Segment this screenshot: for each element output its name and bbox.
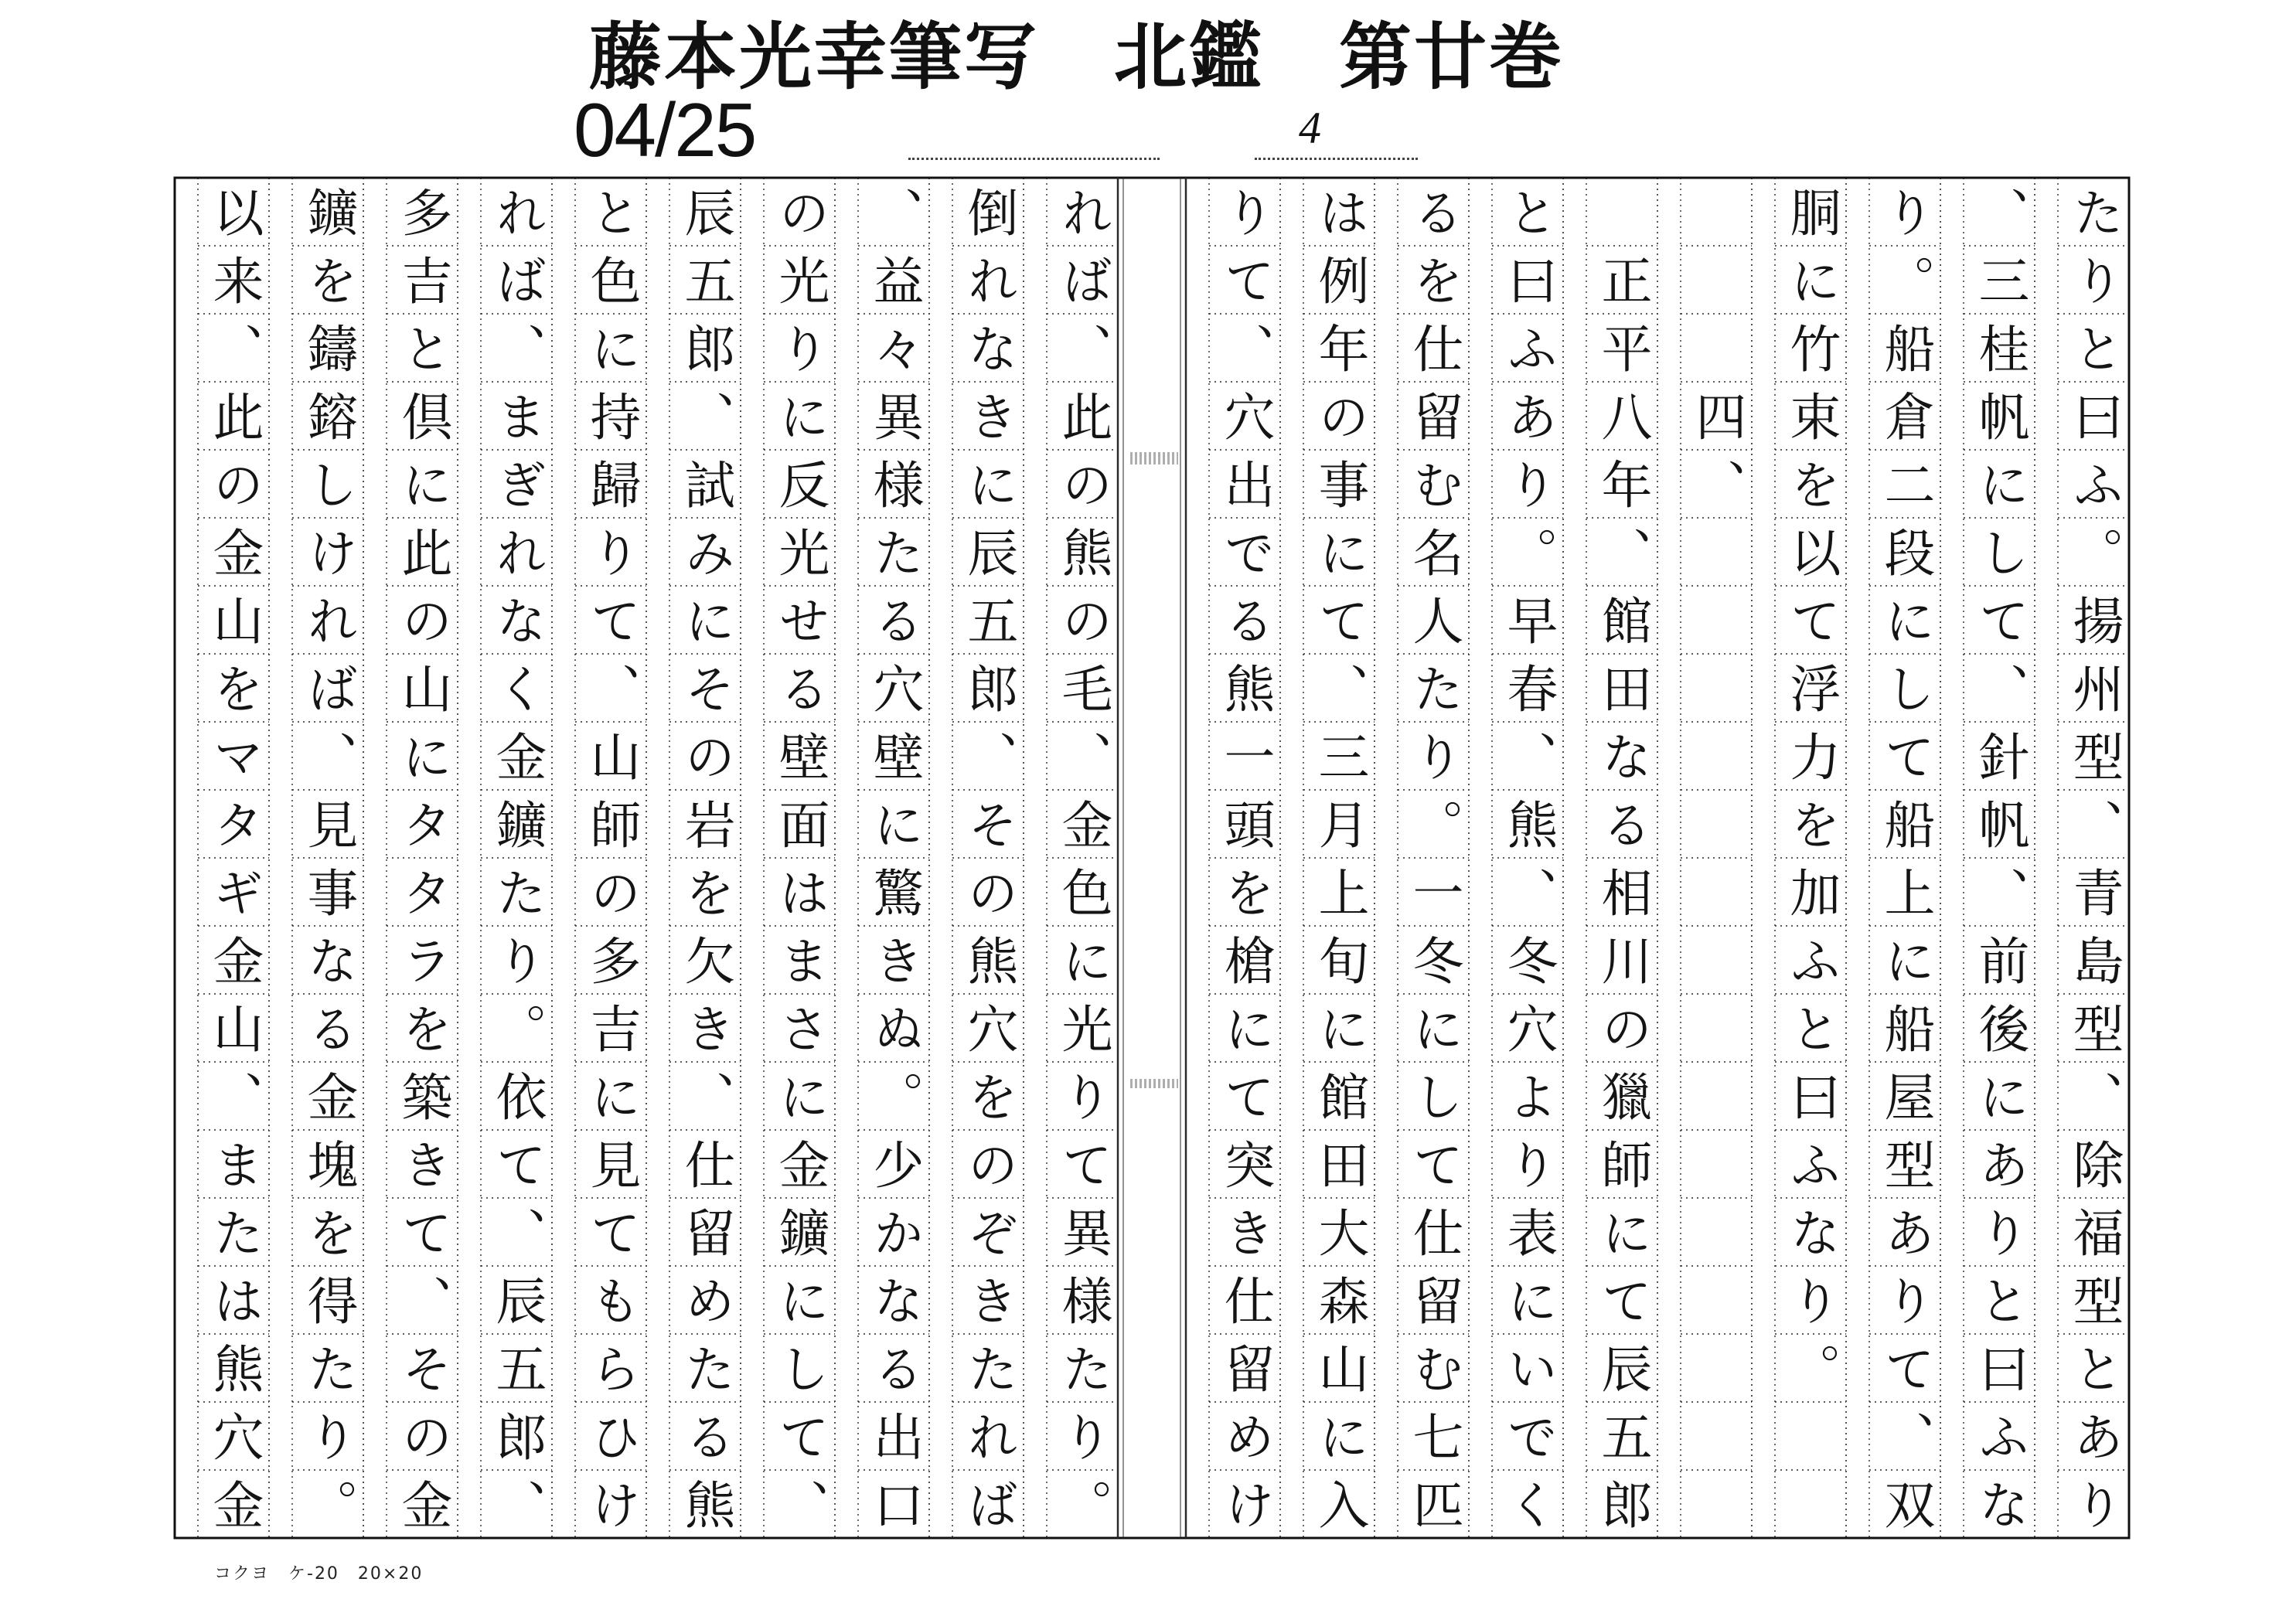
manuscript-column: 、三桂帆にして、針帆、前後にありと曰ふな xyxy=(1970,186,2029,1546)
manuscript-column: 以来、此の金山をマタギ金山、または熊穴金 xyxy=(204,186,264,1546)
manuscript-column: 倒れなきに辰五郎、その熊穴をのぞきたれば xyxy=(959,186,1018,1546)
manuscript-column: り。船倉二段にして船上に船屋型ありて、双 xyxy=(1875,186,1935,1546)
manuscript-column: 正平八年、館田なる相川の獵師にて辰五郎 xyxy=(1593,186,1652,1546)
manuscript-column: 鑛を鑄鎔しければ、見事なる金塊を得たり。 xyxy=(298,186,358,1546)
manuscript-column: と色に持歸りて、山師の多吉に見てもらひけ xyxy=(581,186,641,1546)
document-title: 藤本光幸筆写 北鑑 第廿巻 xyxy=(589,15,1565,100)
manuscript-column: れば、まぎれなく金鑛たり。依て、辰五郎、 xyxy=(487,186,547,1546)
manuscript-column: るを仕留む名人たり。一冬にして仕留む七匹 xyxy=(1404,186,1463,1546)
center-mark xyxy=(1130,452,1178,464)
manuscript-column: たりと曰ふ。揚州型、青島型、除福型とあり xyxy=(2064,186,2124,1546)
manuscript-column: りて、穴出でる熊一頭を槍にて突き仕留めけ xyxy=(1215,186,1275,1546)
manuscript-column: 多吉と倶に此の山にタタラを築きて、その金 xyxy=(393,186,452,1546)
manuscript-column: の光りに反光せる壁面はまさに金鑛にして、 xyxy=(770,186,829,1546)
center-mark xyxy=(1130,1079,1178,1088)
manuscript-column: れば、此の熊の毛、金色に光りて異様たり。 xyxy=(1053,186,1112,1546)
manuscript-column: 辰五郎、試みにその岩を欠き、仕留めたる熊 xyxy=(676,186,735,1546)
manuscript-column: 、益々異様たる穴壁に驚きぬ。少かなる出口 xyxy=(864,186,924,1546)
manuscript-column: と曰ふあり。早春、熊、冬穴より表にいでく xyxy=(1498,186,1558,1546)
page-number: 4 xyxy=(1299,103,1321,153)
paper-label: コクヨ ケ-20 20×20 xyxy=(214,1564,424,1584)
manuscript-column: 四、 xyxy=(1687,186,1746,526)
manuscript-column: 胴に竹束を以て浮力を加ふと曰ふなり。 xyxy=(1781,186,1841,1410)
manuscript-column: は例年の事にて、三月上旬に館田大森山に入 xyxy=(1310,186,1369,1546)
page-counter: 04/25 xyxy=(574,87,756,172)
